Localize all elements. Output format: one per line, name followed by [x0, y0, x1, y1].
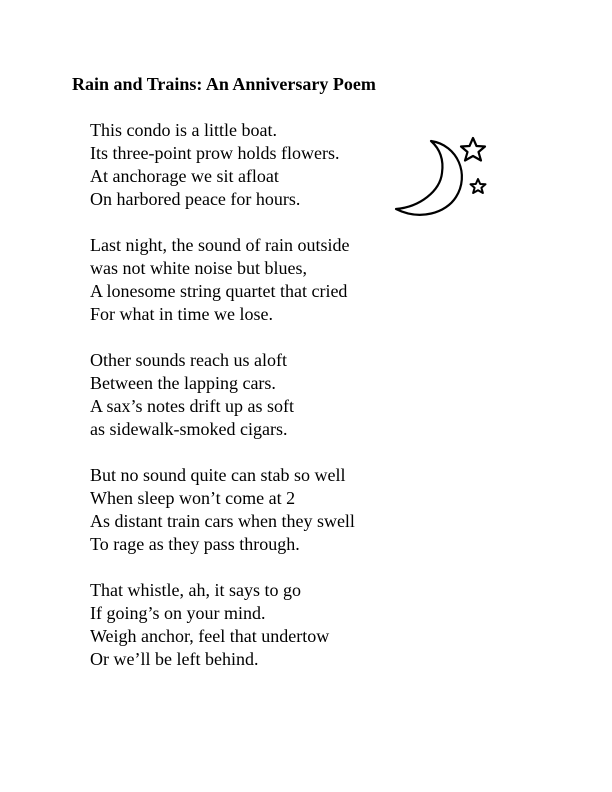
- poem-line: Its three-point prow holds flowers.: [90, 143, 340, 163]
- poem-line: A sax’s notes drift up as soft: [90, 396, 294, 416]
- poem-line: On harbored peace for hours.: [90, 189, 301, 209]
- poem-line: This condo is a little boat.: [90, 120, 277, 140]
- poem-line: As distant train cars when they swell: [90, 511, 355, 531]
- stanza-4: [90, 464, 470, 556]
- poem-line: If going’s on your mind.: [90, 603, 266, 623]
- star-icon: [461, 138, 485, 161]
- poem-line: A lonesome string quartet that cried: [90, 281, 348, 301]
- poem-line: For what in time we lose.: [90, 304, 273, 324]
- poem-line: That whistle, ah, it says to go: [90, 580, 301, 600]
- poem-line: as sidewalk-smoked cigars.: [90, 419, 288, 439]
- poem-line: Weigh anchor, feel that undertow: [90, 626, 330, 646]
- poem-line: Last night, the sound of rain outside: [90, 235, 350, 255]
- poem-line: Other sounds reach us aloft: [90, 350, 287, 370]
- stanza-2: [90, 234, 470, 326]
- star-icon: [471, 179, 486, 193]
- poem-title: Rain and Trains: An Anniversary Poem: [72, 74, 376, 94]
- poem-line: When sleep won’t come at 2: [90, 488, 296, 508]
- poem-line: was not white noise but blues,: [90, 258, 307, 278]
- poem-line: To rage as they pass through.: [90, 534, 300, 554]
- poem-line: At anchorage we sit afloat: [90, 166, 279, 186]
- crescent-moon-icon: [396, 141, 462, 215]
- stanza-5: [90, 579, 470, 671]
- stanza-3: [90, 349, 470, 441]
- poem-line: But no sound quite can stab so well: [90, 465, 346, 485]
- crescent-moon-with-stars-icon: [390, 135, 490, 225]
- poem-line: Between the lapping cars.: [90, 373, 276, 393]
- poem-line: Or we’ll be left behind.: [90, 649, 259, 669]
